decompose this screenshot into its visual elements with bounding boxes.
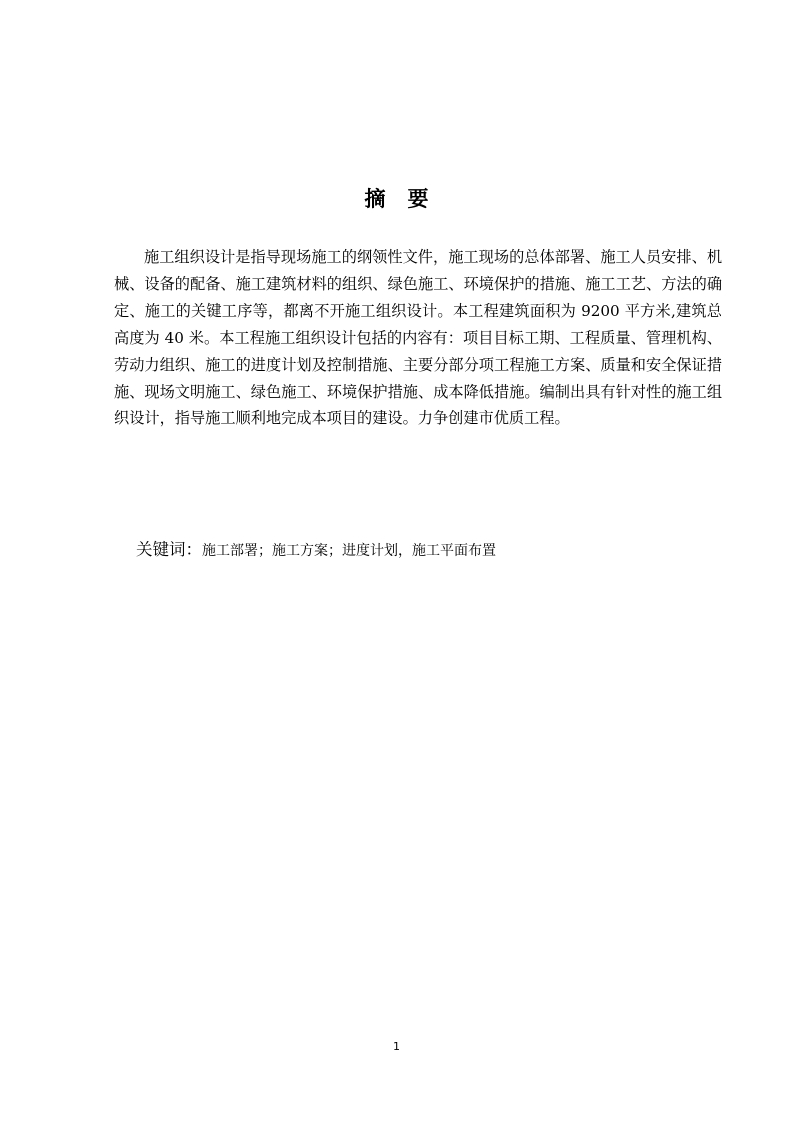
abstract-title [0,184,793,214]
keywords-label: 关键词： [136,540,202,559]
keywords-text: 施工部署；施工方案；进度计划，施工平面布置 [202,543,496,559]
abstract-paragraph: 施工组织设计是指导现场施工的纲领性文件，施工现场的总体部署、施工人员安排、机械、设备的配备、施工建筑材料的组织、绿色施工、环境保护的措施、施工工艺、方法的确定、施工的关键工序等，都离不开施工组织设计。本工程建筑面积为 9200 平方米,建筑总高度为 40 米。本工程施工组织设计包括的内容有：项目目标工期、工程质量、管理机构、劳动力组织、施工的进度计划及控制措施、主要分部分项工程施工方案、质量和安全保证措施、现场文明施工、绿色施工、环境保护措施、成本降低措施。编制出具有针对性的施工组织设计，指导施工顺利地完成本项目的建设。力争创建市优质工程。 [114,248,722,428]
title-char-1: 摘 [364,186,386,211]
page-number: 1 [393,1040,400,1053]
keywords-line [136,538,736,563]
title-char-2: 要 [407,186,429,211]
